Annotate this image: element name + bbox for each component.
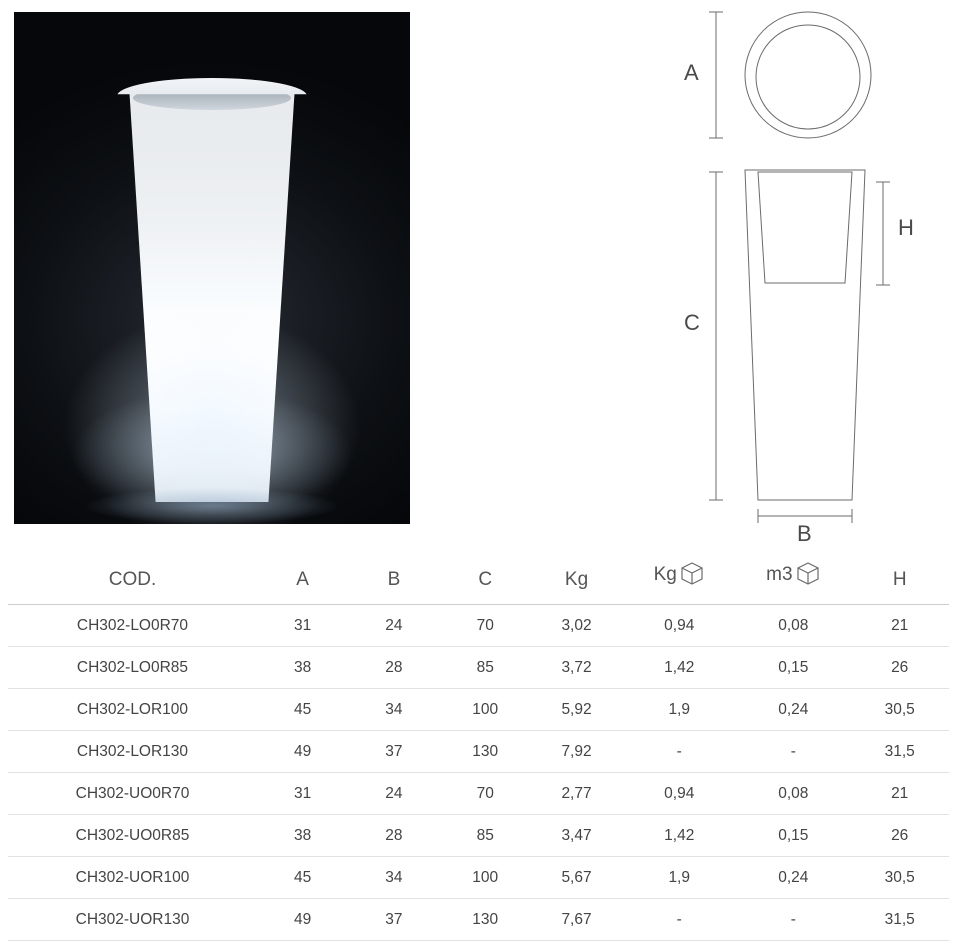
cell-h: 26 [891,826,909,844]
cell-cod: CH302-UO0R70 [75,784,190,802]
cell-b: 34 [385,868,403,886]
cell-h: 31,5 [884,910,915,928]
cell-b: 24 [385,616,403,634]
header-cod: COD. [8,556,257,605]
cell-cod: CH302-LOR130 [76,742,189,760]
cell-h: 21 [891,616,909,634]
cell-h: 21 [891,784,909,802]
cube-icon [679,560,705,592]
cell-kg: 3,02 [561,616,592,634]
table-header-row [8,556,949,605]
cell-b: 28 [385,826,403,844]
cell-kg: 3,72 [561,658,592,676]
cell-c: 130 [472,910,499,928]
cell-cod: CH302-LO0R70 [76,616,189,634]
cell-a: 45 [294,700,312,718]
cell-kg-packed: - [676,742,682,760]
cell-a: 31 [294,616,312,634]
cell-b: 37 [385,910,403,928]
technical-drawings [640,0,953,548]
cell-a: 49 [294,910,312,928]
cell-kg-packed: - [676,910,682,928]
vase-floor-shadow [87,488,337,524]
header-h: H [850,556,949,605]
cell-m3: 0,15 [778,658,809,676]
header-a: A [257,556,348,605]
header-b: B [348,556,439,605]
header-kg-packed-label: Kg [653,564,677,585]
cell-m3: - [790,910,796,928]
header-m3-packed-label: m3 [766,564,793,585]
cell-cod: CH302-LO0R85 [76,658,189,676]
cell-cod: CH302-UOR130 [75,910,190,928]
cell-m3: - [790,742,796,760]
table-body [8,605,949,941]
cell-cod: CH302-UO0R85 [75,826,190,844]
cell-kg-packed: 1,9 [668,868,690,886]
vase-illustration [14,12,410,524]
cell-b: 34 [385,700,403,718]
header-m3-packed [736,556,850,605]
cell-a: 45 [294,868,312,886]
cell-c: 70 [476,784,494,802]
table-row [8,857,949,899]
cell-cod: CH302-UOR100 [75,868,190,886]
cell-kg-packed: 1,42 [664,658,695,676]
cell-kg-packed: 1,9 [668,700,690,718]
table-row [8,689,949,731]
cell-kg: 2,77 [561,784,592,802]
cell-kg: 5,67 [561,868,592,886]
cell-m3: 0,24 [778,700,809,718]
cell-m3: 0,08 [778,784,809,802]
table-row [8,773,949,815]
cell-c: 100 [472,868,499,886]
table-row [8,605,949,647]
cell-kg-packed: 1,42 [664,826,695,844]
cell-b: 37 [385,742,403,760]
cell-h: 31,5 [884,742,915,760]
dimension-label-a: A [684,60,699,85]
specification-table-wrapper [0,556,953,941]
table-row [8,899,949,941]
table-row [8,815,949,857]
cell-kg-packed: 0,94 [664,784,695,802]
dimension-label-b: B [797,521,812,546]
cell-h: 30,5 [884,868,915,886]
table-row [8,731,949,773]
product-photo [14,12,410,524]
vase-body [118,90,306,502]
cell-a: 38 [294,826,312,844]
cell-a: 38 [294,658,312,676]
cell-c: 100 [472,700,499,718]
cell-kg: 7,67 [561,910,592,928]
cell-cod: CH302-LOR100 [76,700,189,718]
specification-table [8,556,949,941]
cube-icon [795,560,821,592]
cell-kg: 7,92 [561,742,592,760]
table-row [8,647,949,689]
cell-b: 24 [385,784,403,802]
header-kg-packed [622,556,736,605]
cell-b: 28 [385,658,403,676]
header-c: C [440,556,531,605]
cell-kg: 3,47 [561,826,592,844]
cell-m3: 0,24 [778,868,809,886]
cell-m3: 0,08 [778,616,809,634]
dimension-label-h: H [898,215,914,240]
cell-c: 85 [476,826,494,844]
cell-c: 70 [476,616,494,634]
cell-c: 130 [472,742,499,760]
cell-kg: 5,92 [561,700,592,718]
cell-m3: 0,15 [778,826,809,844]
cell-kg-packed: 0,94 [664,616,695,634]
cell-a: 31 [294,784,312,802]
cell-a: 49 [294,742,312,760]
header-kg: Kg [531,556,622,605]
cell-h: 26 [891,658,909,676]
dimension-label-c: C [684,310,700,335]
cell-c: 85 [476,658,494,676]
cell-h: 30,5 [884,700,915,718]
